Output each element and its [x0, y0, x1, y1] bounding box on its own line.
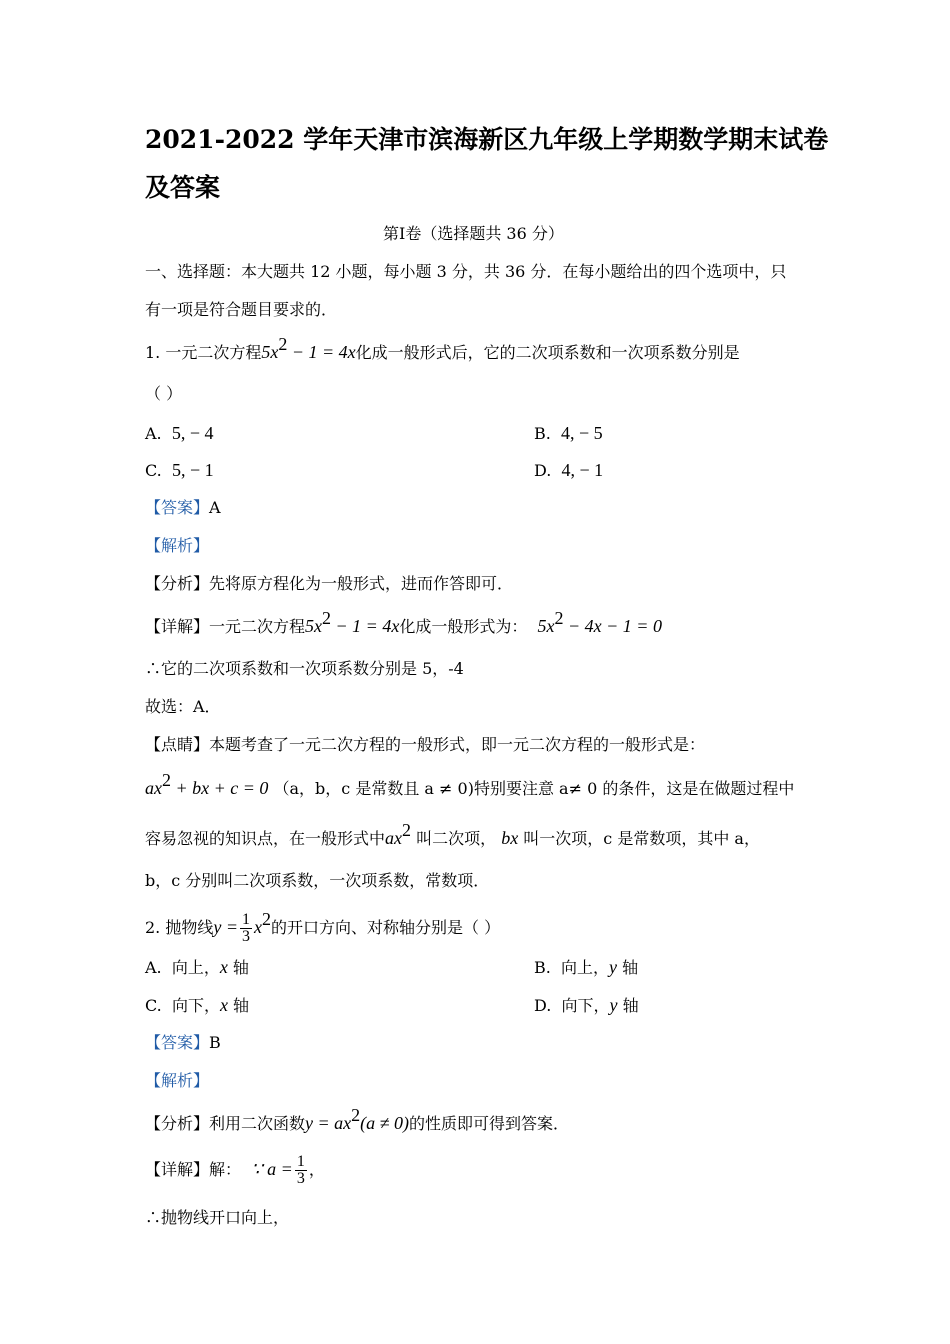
question-1-suffix: 化成一般形式后，它的二次项系数和一次项系数分别是: [355, 343, 740, 362]
detail-equation-b: − 1 = 4x: [331, 616, 400, 636]
question-2-option-a: [145, 957, 249, 978]
note-line3-exponent: 2: [402, 820, 412, 840]
option-a-label: A.: [145, 424, 162, 443]
q2-answer-tag: 【答案】: [145, 1033, 210, 1052]
question-2-exponent: 2: [262, 909, 271, 929]
question-1-note-line4: b，c 分别叫二次项系数，一次项系数，常数项．: [145, 871, 490, 890]
fenxi-tag: 【分析】: [145, 574, 210, 593]
question-1-analysis-tag: 【解析】: [145, 536, 210, 555]
q2-option-d-tail: 轴: [617, 996, 639, 1015]
option-d-label: D.: [534, 461, 552, 480]
detail-result-a: 5x: [537, 616, 555, 636]
general-form-note: （a，b，c 是常数且 a ≠ 0)特别要注意 a≠ 0 的条件，这是在做题过程中: [273, 779, 795, 798]
q2-option-c-tail: 轴: [227, 996, 250, 1015]
option-c-label: C.: [145, 461, 162, 480]
q2-because: ∵ a =: [251, 1159, 293, 1179]
q2-option-b-label: B.: [534, 958, 551, 977]
option-b-value: 4, − 5: [561, 423, 603, 443]
dianjing-tag: 【点睛】: [145, 735, 210, 754]
document-title-line2: 及答案: [145, 173, 221, 202]
q2-detail-numerator: 1: [296, 1153, 305, 1170]
question-2-detail: [145, 1154, 325, 1187]
instruction-line2: 有一项是符合题目要求的．: [145, 300, 338, 319]
q2-detail-prefix: 解：: [209, 1160, 242, 1179]
question-2-option-d: [534, 995, 639, 1016]
document-title-line1: 2021-2022 学年天津市滨海新区九年级上学期数学期末试卷: [145, 125, 829, 154]
q2-fenxi-function: y = ax: [305, 1113, 352, 1133]
question-2-suffix: 的开口方向、对称轴分别是（ ）: [271, 918, 501, 937]
q2-option-a-axis: x: [219, 957, 228, 977]
q2-fenxi-exponent: 2: [351, 1105, 361, 1125]
q2-option-d-label: D.: [534, 996, 552, 1015]
note-line3-mid1: 叫二次项，: [411, 829, 497, 848]
answer-value: A: [209, 498, 221, 517]
question-1-prefix: 1. 一元二次方程: [145, 343, 262, 362]
question-1-option-a: [145, 423, 213, 444]
detail-prefix: 一元二次方程: [209, 617, 306, 636]
question-2-fenxi: [145, 1105, 570, 1134]
q2-detail-fraction: [295, 1154, 307, 1187]
q2-option-a-tail: 轴: [227, 958, 249, 977]
q2-option-a-label: A.: [145, 958, 162, 977]
q2-detail-tag: 【详解】: [145, 1160, 210, 1179]
instruction-line1: 一、选择题：本大题共 12 小题，每小题 3 分，共 36 分．在每小题给出的四个选项中，只: [145, 262, 787, 281]
option-b-label: B.: [534, 424, 551, 443]
general-form-a: ax: [145, 778, 162, 798]
q2-answer-value: B: [209, 1033, 221, 1052]
q2-option-d-text: 向下，: [561, 996, 610, 1015]
detail-equation-a: 5x: [305, 616, 323, 636]
q2-option-c-text: 向下，: [171, 996, 220, 1015]
question-1-equation-a: 5x: [261, 342, 279, 362]
fraction-numerator: 1: [242, 911, 250, 928]
q2-option-b-text: 向上，: [561, 958, 610, 977]
question-2-analysis-tag: 【解析】: [145, 1071, 210, 1090]
q2-option-c-axis: x: [219, 995, 228, 1015]
question-1-option-c: [145, 460, 214, 481]
detail-middle: 化成一般形式为：: [399, 617, 528, 636]
q2-option-c-label: C.: [145, 996, 162, 1015]
q2-fenxi-suffix: 的性质即可得到答案．: [409, 1114, 570, 1133]
detail-exponent: 2: [322, 608, 332, 628]
q2-detail-comma: ，: [308, 1160, 325, 1179]
dianjing-text: 本题考查了一元二次方程的一般形式，即一元二次方程的一般形式是：: [209, 735, 706, 754]
question-1-option-b: [534, 423, 603, 444]
q2-fenxi-tag: 【分析】: [145, 1114, 210, 1133]
q2-detail-denominator: 3: [296, 1170, 305, 1187]
answer-tag: 【答案】: [145, 498, 210, 517]
question-1-equation-b: − 1 = 4x: [287, 342, 356, 362]
general-form-exponent: 2: [162, 770, 171, 790]
option-a-value: 5, − 4: [171, 423, 214, 443]
question-2-fraction: [240, 912, 252, 945]
fraction-denominator: 3: [242, 928, 250, 945]
option-c-value: 5, − 1: [171, 460, 214, 480]
question-2-y-eq: y =: [213, 917, 238, 937]
q2-option-d-axis: y: [609, 995, 618, 1015]
fenxi-text: 先将原方程化为一般形式，进而作答即可．: [209, 574, 514, 593]
question-1-choose: 故选：A．: [145, 697, 221, 716]
question-1-dianjing: [145, 735, 705, 755]
question-1-paren: （ ）: [145, 384, 183, 403]
question-2-prefix: 2. 抛物线: [145, 918, 214, 937]
note-line3-bx: bx: [501, 828, 519, 848]
question-2-x: x: [254, 917, 262, 937]
question-2-option-b: [534, 957, 638, 978]
q2-option-b-axis: y: [609, 957, 618, 977]
general-form-b: + bx + c = 0: [171, 778, 269, 798]
question-2-stem: [145, 909, 501, 945]
question-1-stem: [145, 334, 740, 363]
question-2-therefore: ∴抛物线开口向上，: [145, 1208, 290, 1227]
note-line3-prefix: 容易忽视的知识点，在一般形式中: [145, 829, 386, 848]
question-1-note-line3: [145, 820, 760, 849]
detail-result-exponent: 2: [554, 608, 564, 628]
detail-result-b: − 4x − 1 = 0: [563, 616, 662, 636]
note-line3-ax: ax: [385, 828, 403, 848]
option-d-value: 4, − 1: [561, 460, 604, 480]
question-1-option-d: [534, 460, 603, 481]
section-heading: 第Ⅰ卷（选择题共 36 分）: [383, 224, 564, 243]
question-1-general-form: [145, 770, 795, 799]
question-2-option-c: [145, 995, 249, 1016]
q2-option-a-text: 向上，: [171, 958, 220, 977]
q2-fenxi-prefix: 利用二次函数: [209, 1114, 306, 1133]
detail-tag: 【详解】: [145, 617, 210, 636]
question-1-detail: [145, 608, 662, 637]
question-1-therefore: ∴它的二次项系数和一次项系数分别是 5，-4: [145, 659, 464, 678]
question-2-answer: [145, 1033, 221, 1053]
question-1-answer: [145, 498, 221, 518]
question-1-fenxi: [145, 574, 513, 594]
question-1-exponent: 2: [278, 334, 288, 354]
note-line3-mid2: 叫一次项，c 是常数项，其中 a，: [518, 829, 760, 848]
q2-fenxi-condition: (a ≠ 0): [360, 1113, 410, 1133]
q2-option-b-tail: 轴: [617, 958, 639, 977]
